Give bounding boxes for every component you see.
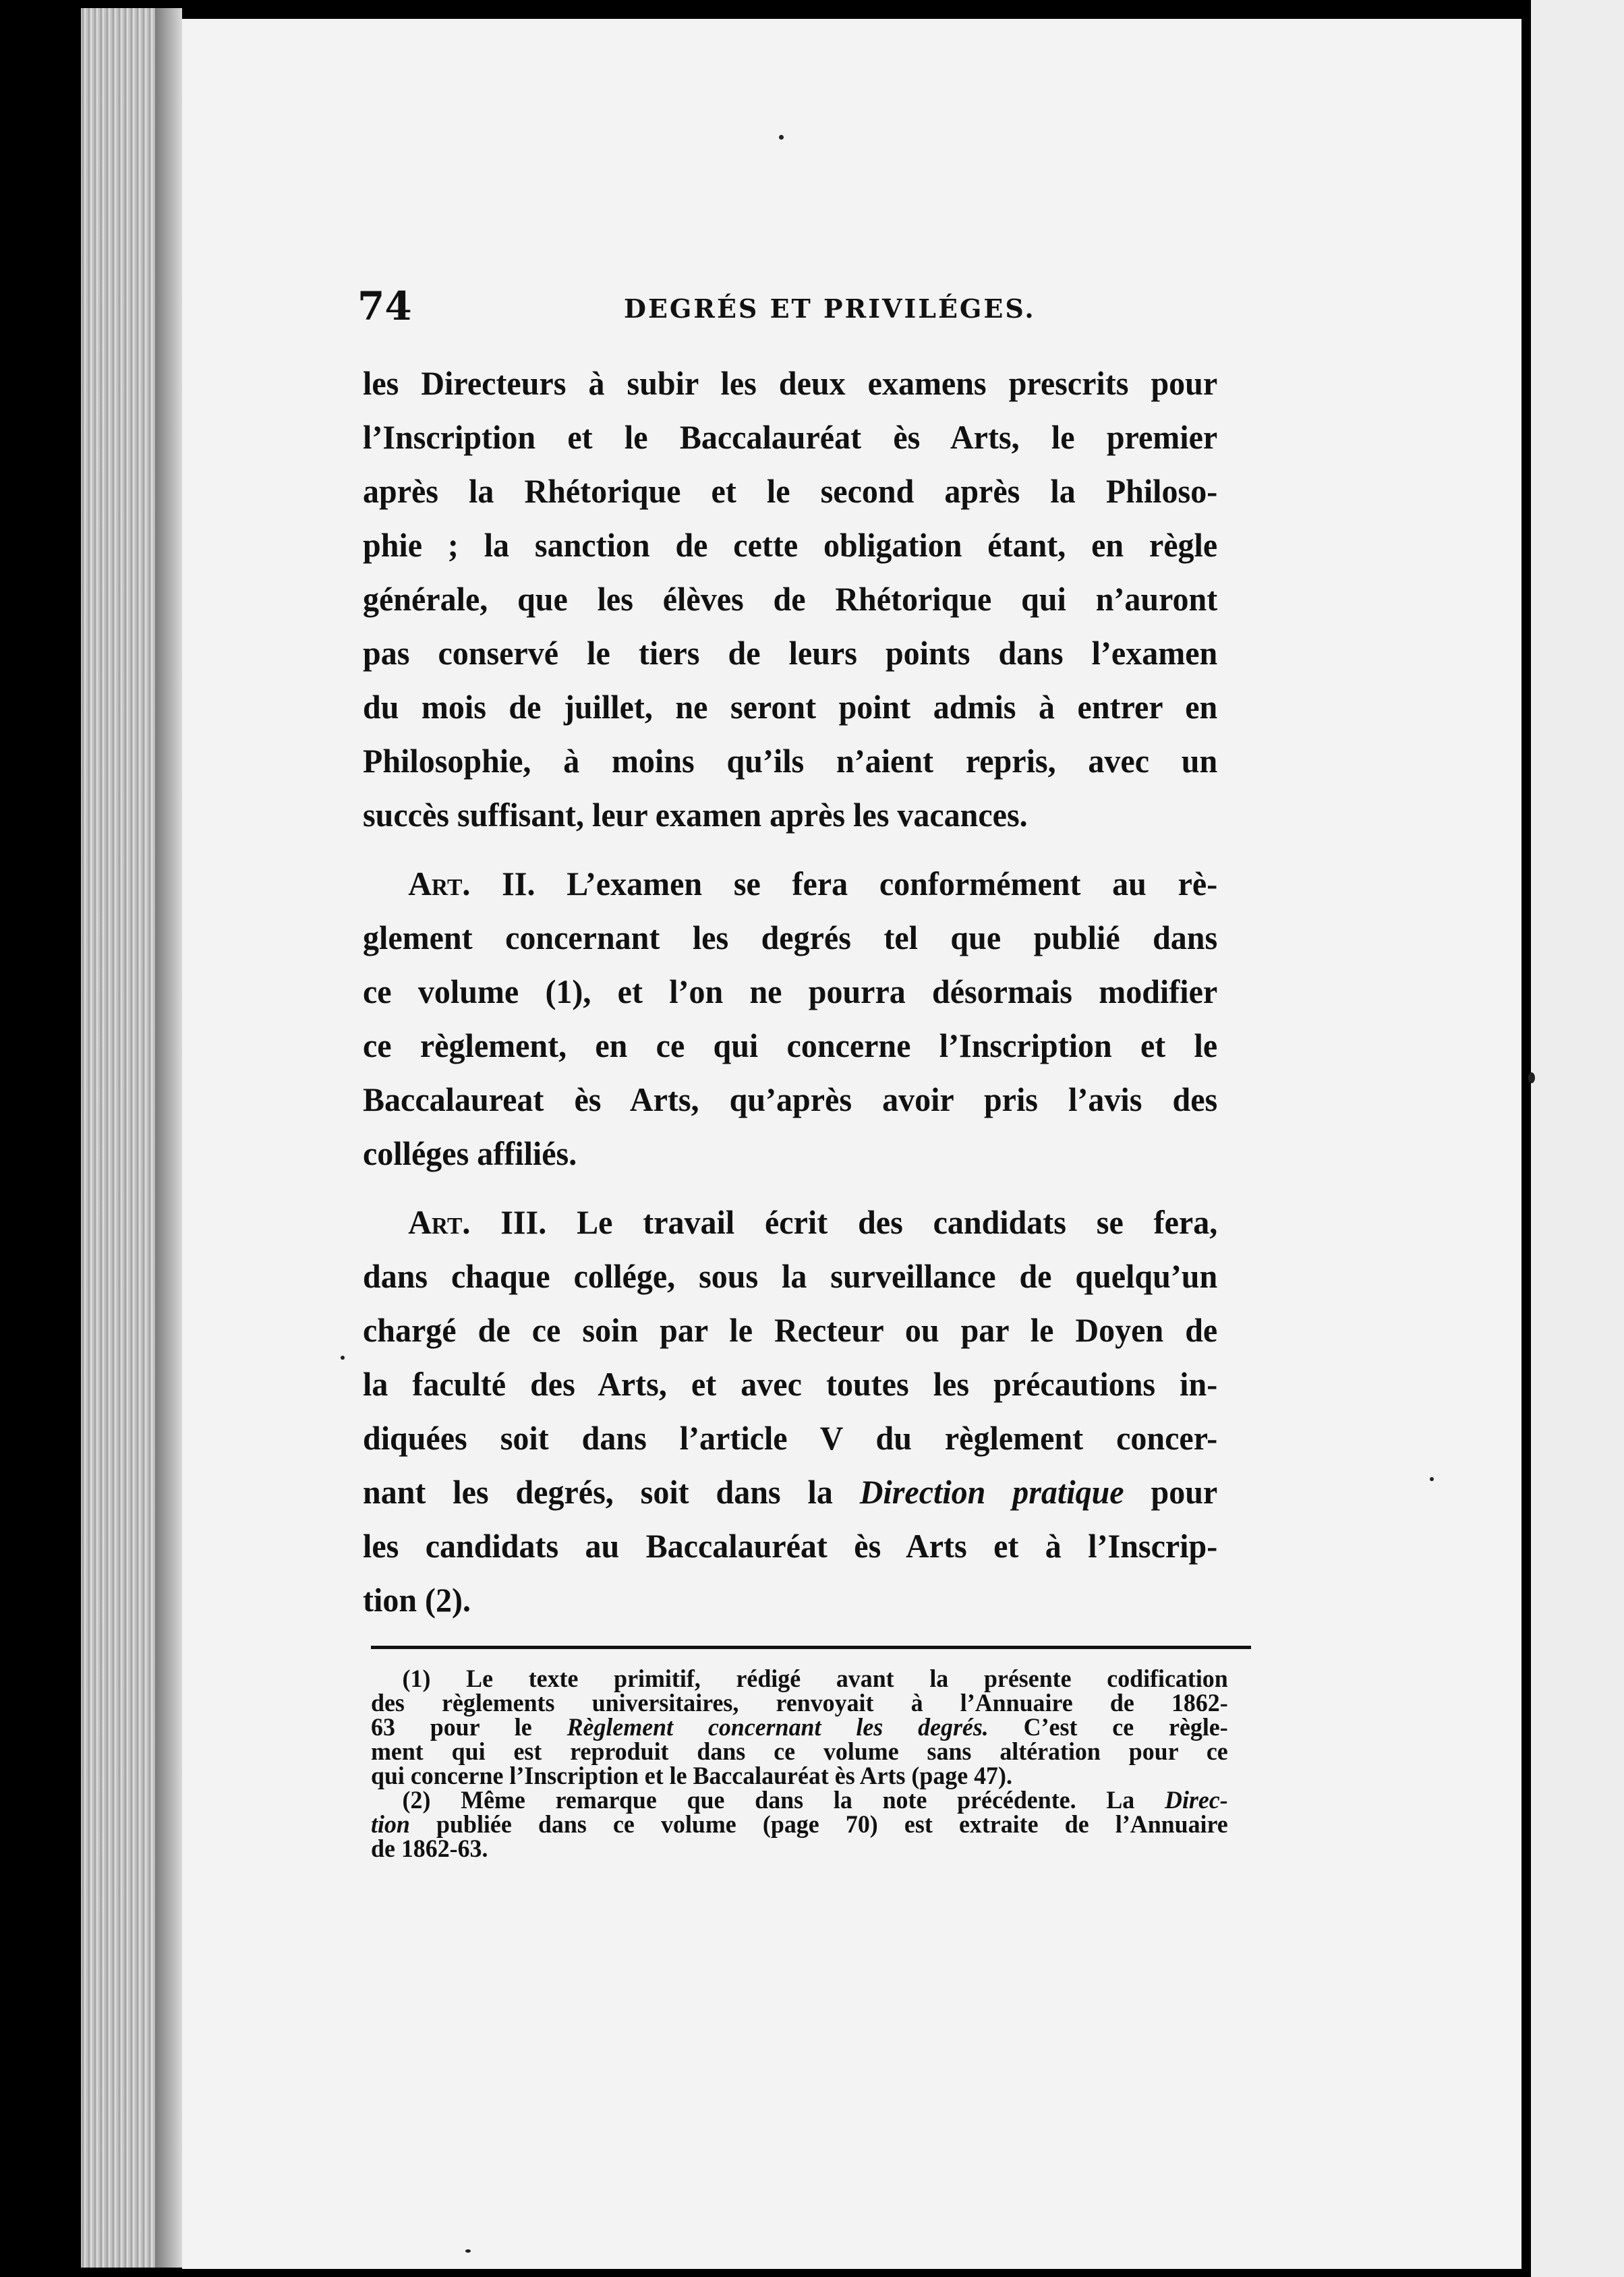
text-line: phie ; la sanction de cette obligation étant, en règle: [363, 526, 1218, 564]
text-line: Baccalaureat ès Arts, qu’après avoir pris l’avis des: [363, 1080, 1218, 1118]
text-segment: 63 pour le: [371, 1714, 567, 1741]
footnote-1: [371, 1667, 1228, 1789]
footnote-line: [371, 1813, 1228, 1837]
text-line: glement concernant les degrés tel que publié dans: [363, 919, 1218, 956]
text-segment: (2) Même remarque que dans la note précédente. La: [402, 1787, 1165, 1814]
footnote-line: qui concerne l’Inscription et le Baccalauréat ès Arts (page 47).: [371, 1762, 1012, 1790]
article-text: L’examen se fera conformément au rè-: [535, 865, 1218, 902]
scan-speck: [341, 1356, 345, 1360]
text-line: [363, 1195, 1217, 1249]
footnote-line: [371, 1716, 1228, 1740]
text-line: les candidats au Baccalauréat ès Arts et à l’Inscrip-: [363, 1527, 1218, 1565]
scan-speck: [1430, 1477, 1434, 1481]
text-line: ce volume (1), et l’on ne pourra désormais modifier: [363, 973, 1218, 1010]
body-text: [363, 356, 1217, 1627]
text-line: du mois de juillet, ne seront point admis à entrer en: [363, 688, 1218, 726]
scan-speck: [779, 135, 784, 140]
gutter-shadow: [155, 8, 182, 2268]
text-line: tion (2).: [363, 1581, 471, 1619]
running-head: DEGRÉS ET PRIVILÉGES.: [624, 293, 1036, 324]
article-text: Le travail écrit des candidats se fera,: [546, 1203, 1218, 1241]
article-3-paragraph: [363, 1195, 1217, 1627]
text-line: dans chaque collége, sous la surveillance de quelqu’un: [363, 1257, 1218, 1295]
text-line: [363, 1465, 1217, 1519]
text-line: diquées soit dans l’article V du règlement concer-: [363, 1419, 1218, 1457]
text-line: [363, 857, 1217, 911]
scan-speck: [1528, 1072, 1535, 1083]
footnote-line: des règlements universitaires, renvoyait à l’Annuaire de 1862-: [371, 1690, 1228, 1717]
book-page-edges: [81, 8, 155, 2268]
text-line: pas conservé le tiers de leurs points dans l’examen: [363, 634, 1218, 672]
footnote-2: [371, 1789, 1228, 1862]
footnotes: [371, 1667, 1228, 1862]
italic-title: Direc-: [1165, 1787, 1228, 1814]
footnote-line: [371, 1789, 1228, 1813]
text-segment: nant les degrés, soit dans la: [363, 1473, 860, 1511]
text-segment: C’est ce règle-: [988, 1714, 1228, 1741]
text-segment: pour: [1124, 1473, 1218, 1511]
text-line: générale, que les élèves de Rhétorique qui n’auront: [363, 580, 1218, 618]
text-line: l’Inscription et le Baccalauréat ès Arts, le premier: [363, 418, 1218, 456]
italic-title: Direction pratique: [859, 1473, 1124, 1511]
footnote-line: ment qui est reproduit dans ce volume sans altération pour ce: [371, 1738, 1228, 1766]
article-label: Art. III.: [408, 1203, 547, 1241]
text-line: Philosophie, à moins qu’ils n’aient repris, avec un: [363, 742, 1218, 780]
text-line: après la Rhétorique et le second après la Philoso-: [363, 472, 1218, 510]
text-line: les Directeurs à subir les deux examens prescrits pour: [363, 364, 1218, 402]
text-line: colléges affiliés.: [363, 1134, 577, 1172]
text-line: la faculté des Arts, et avec toutes les précautions in-: [363, 1365, 1218, 1403]
footnote-line: (1) Le texte primitif, rédigé avant la présente codification: [402, 1665, 1228, 1693]
paragraph-continuation: [363, 356, 1217, 842]
italic-title: Règlement concernant les degrés.: [567, 1714, 989, 1741]
italic-title: tion: [371, 1811, 410, 1839]
footnote-line: de 1862-63.: [371, 1835, 488, 1863]
article-2-paragraph: [363, 857, 1217, 1180]
text-line: ce règlement, en ce qui concerne l’Inscription et le: [363, 1027, 1218, 1064]
scan-speck: [465, 2249, 471, 2253]
text-line: succès suffisant, leur examen après les vacances.: [363, 796, 1028, 834]
article-label: Art. II.: [408, 865, 535, 902]
page-number: 74: [357, 283, 412, 329]
facing-page-edge: [1521, 0, 1624, 2277]
text-segment: publiée dans ce volume (page 70) est extraite de l’Annuaire: [409, 1811, 1228, 1839]
text-line: chargé de ce soin par le Recteur ou par le Doyen de: [363, 1311, 1218, 1349]
footnote-rule: [371, 1646, 1251, 1649]
